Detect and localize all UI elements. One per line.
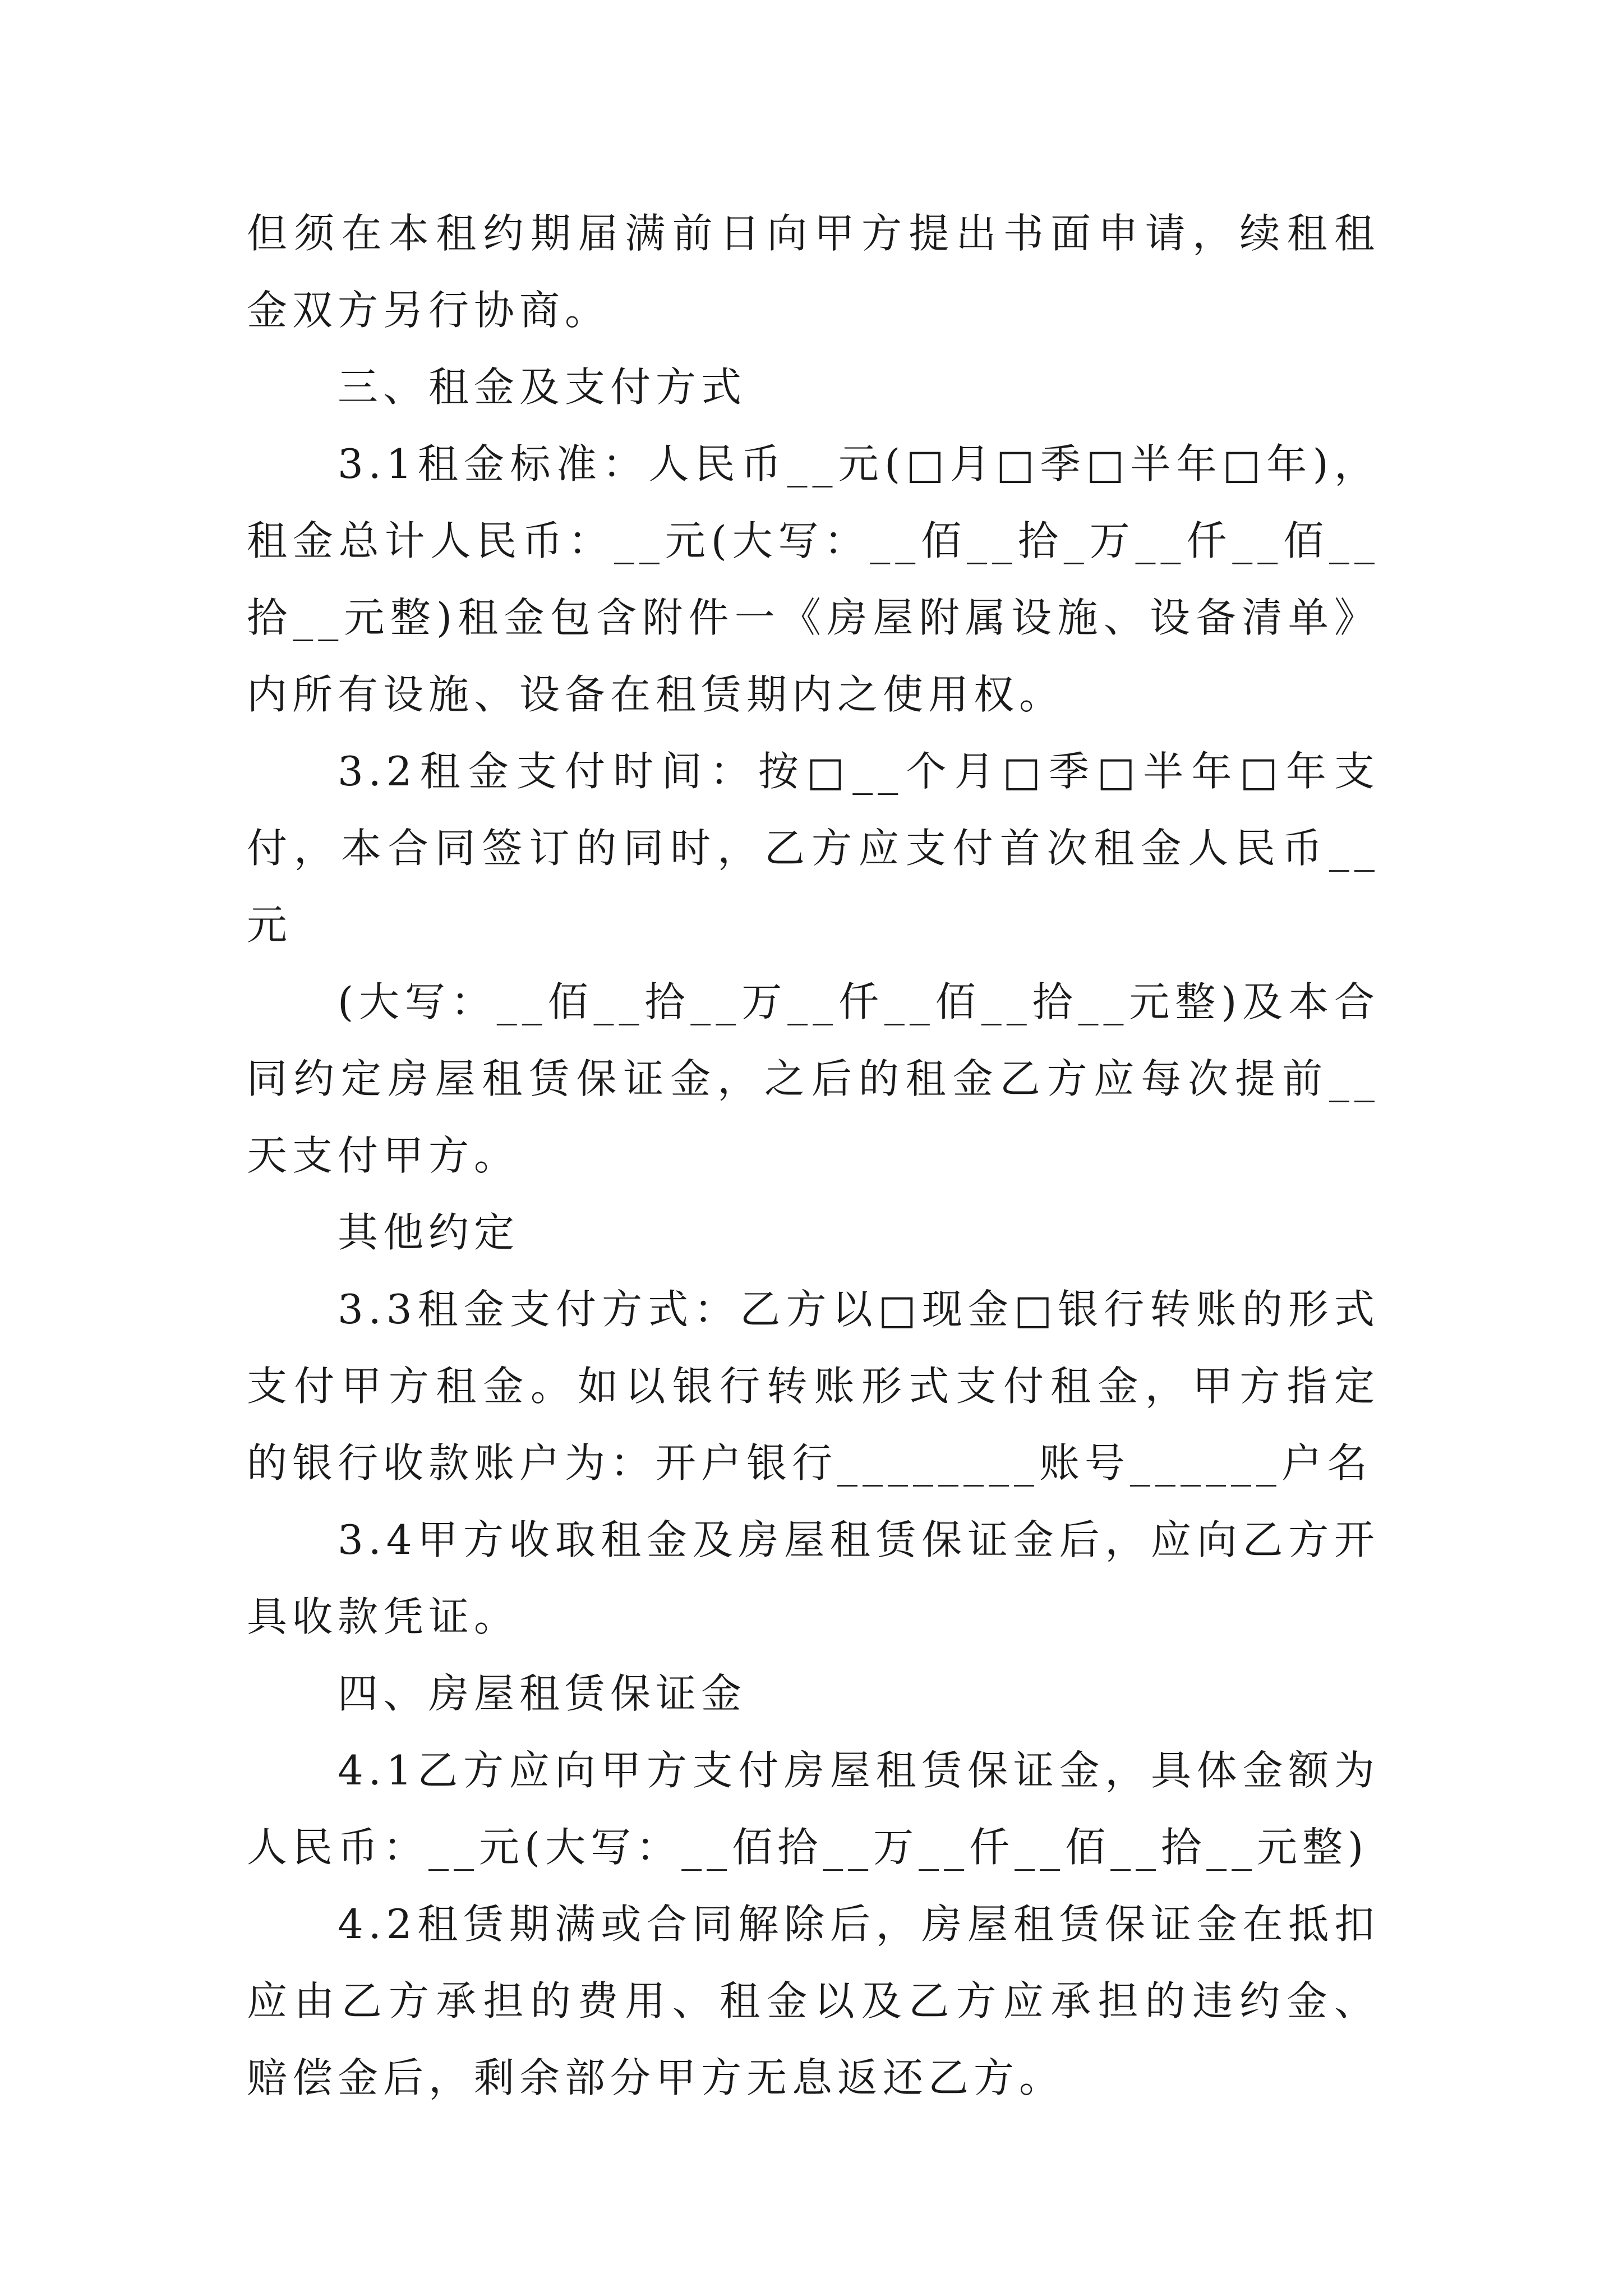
clause-3-3-payment-method: 3.3租金支付方式：乙方以□现金□银行转账的形式支付甲方租金。如以银行转账形式支付租金，甲方指定的银行收款账户为：开户银行________账号______户名 xyxy=(247,1286,1380,1487)
other-agreements-label: 其他约定 xyxy=(338,1209,520,1256)
document-body xyxy=(247,195,1380,2116)
clause-3-4-receipt: 3.4甲方收取租金及房屋租赁保证金后，应向乙方开具收款凭证。 xyxy=(247,1516,1380,1640)
paragraph-renewal-continuation: 但须在本租约期届满前日向甲方提出书面申请，续租租金双方另行协商。 xyxy=(247,210,1380,334)
clause-3-1-rent-standard: 3.1租金标准：人民币__元(□月□季□半年□年)，租金总计人民币：__元(大写：__佰__拾_万__仟__佰__拾__元整)租金包含附件一《房屋附属设施、设备清单》内所有设施、设备在租赁期内之使用权。 xyxy=(247,440,1380,718)
clause-3-2-continuation: (大写：__佰__拾__万__仟__佰__拾__元整)及本合同约定房屋租赁保证金，之后的租金乙方应每次提前__天支付甲方。 xyxy=(247,978,1380,1179)
section-heading-rent-payment: 三、租金及支付方式 xyxy=(338,364,747,411)
clause-4-1-deposit-amount: 4.1乙方应向甲方支付房屋租赁保证金，具体金额为人民币：__元(大写：__佰拾__万__仟__佰__拾__元整) xyxy=(247,1747,1380,1871)
section-heading-deposit: 四、房屋租赁保证金 xyxy=(338,1670,747,1717)
clause-3-2-payment-time: 3.2租金支付时间：按□__个月□季□半年□年支付，本合同签订的同时，乙方应支付首次租金人民币__元 xyxy=(247,748,1380,949)
clause-4-2-deposit-return: 4.2租赁期满或合同解除后，房屋租赁保证金在抵扣应由乙方承担的费用、租金以及乙方应承担的违约金、赔偿金后，剩余部分甲方无息返还乙方。 xyxy=(247,1901,1380,2101)
